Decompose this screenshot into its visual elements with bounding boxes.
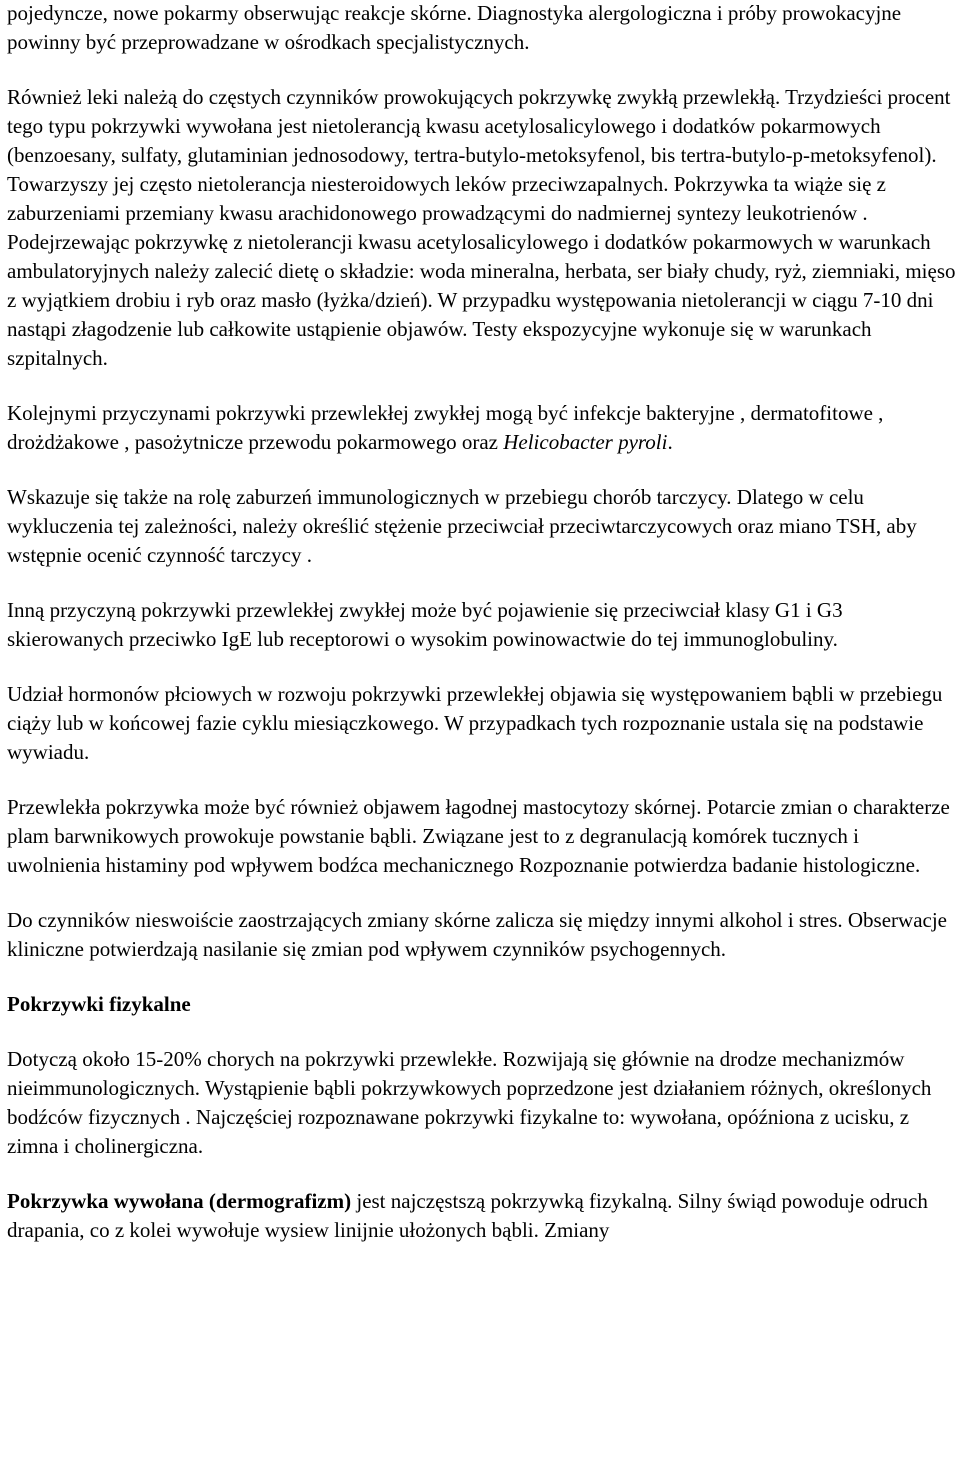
paragraph-physical-urticaria: Dotyczą około 15-20% chorych na pokrzywki przewlekłe. Rozwijają się głównie na drodze mechanizmów nieimmunologicznych. Wystąpienie bąbli pokrzywkowych poprzedzone jest działaniem różnych, określonych bodźców fizycznych . Najczęściej rozpoznawane pokrzywki fizykalne to: wywołana, opóźniona z ucisku, z zimna i cholinergiczna. [7, 1047, 932, 1158]
paragraph-infections-text: Kolejnymi przyczynami pokrzywki przewlekłej zwykłej mogą być infekcje bakteryjne , dermatofitowe , drożdżakowe , pasożytnicze przewodu pokarmowego oraz [7, 401, 884, 454]
paragraph-drugs: Również leki należą do częstych czynników prowokujących pokrzywkę zwykłą przewlekłą. Trzydzieści procent tego typu pokrzywki wywołana jest nietolerancją kwasu acetylosalicylowego i dodatków pokarmowych (benzoesany, sulfaty, glutaminian jednosodowy, tertra-butylo-metoksyfenol, bis tertra-butylo-p-metoksyfenol). Towarzyszy jej często nietolerancja niesteroidowych leków przeciwzapalnych. Pokrzywka ta wiąże się z zaburzeniami przemiany kwasu arachidonowego prowadzącymi do nadmiernej syntezy leukotrienów . Podejrzewając pokrzywkę z nietolerancji kwasu acetylosalicylowego i dodatków pokarmowych w warunkach ambulatoryjnych należy zalecić dietę o składzie: woda mineralna, herbata, ser biały chudy, ryż, ziemniaki, mięso z wyjątkiem drobiu i ryb oraz masło (łyżka/dzień). W przypadku występowania nietolerancji w ciągu 7-10 dni nastąpi złagodzenie lub całkowite ustąpienie objawów. Testy ekspozycyjne wykonuje się w warunkach szpitalnych. [7, 85, 956, 370]
paragraph-aggravating-factors: Do czynników nieswoiście zaostrzających zmiany skórne zalicza się między innymi alkohol i stres. Obserwacje kliniczne potwierdzają nasilanie się zmian pod wpływem czynników psychogennych. [7, 908, 948, 961]
paragraph-hormones: Udział hormonów płciowych w rozwoju pokrzywki przewlekłej objawia się występowaniem bąbli w przebiegu ciąży lub w końcowej fazie cyklu miesiączkowego. W przypadkach tych rozpoznanie ustala się na podstawie wywiadu. [7, 682, 943, 764]
document-page [7, 0, 957, 1271]
paragraph-infections-end: . [667, 430, 673, 454]
paragraph-infections [7, 399, 957, 457]
dermographism-term: Pokrzywka wywołana (dermografizm) [7, 1189, 352, 1213]
paragraph-mastocytosis: Przewlekła pokrzywka może być również objawem łagodnej mastocytozy skórnej. Potarcie zmian o charakterze plam barwnikowych prowokuje powstanie bąbli. Związane jest to z degranulacją komórek tucznych i uwolnienia histaminy pod wpływem bodźca mechanicznego Rozpoznanie potwierdza badanie histologiczne. [7, 795, 950, 877]
section-heading-physical-urticaria: Pokrzywki fizykalne [7, 992, 191, 1016]
paragraph-diagnostics: pojedyncze, nowe pokarmy obserwując reakcje skórne. Diagnostyka alergologiczna i próby prowokacyjne powinny być przeprowadzane w ośrodkach specjalistycznych. [7, 1, 902, 54]
paragraph-dermographism-text: jest najczęstszą pokrzywką fizykalną. Silny świąd powoduje odruch drapania, co z kolei wywołuje wysiew linijnie ułożonych bąbli. Zmiany [7, 1189, 928, 1242]
helicobacter-term: Helicobacter pyroli [503, 430, 668, 454]
paragraph-antibodies: Inną przyczyną pokrzywki przewlekłej zwykłej może być pojawienie się przeciwciał klasy G1 i G3 skierowanych przeciwko IgE lub receptorowi o wysokim powinowactwie do tej immunoglobuliny. [7, 598, 843, 651]
paragraph-thyroid: Wskazuje się także na rolę zaburzeń immunologicznych w przebiegu chorób tarczycy. Dlatego w celu wykluczenia tej zależności, należy określić stężenie przeciwciał przeciwtarczycowych oraz miano TSH, aby wstępnie ocenić czynność tarczycy . [7, 485, 917, 567]
paragraph-dermographism [7, 1187, 957, 1245]
